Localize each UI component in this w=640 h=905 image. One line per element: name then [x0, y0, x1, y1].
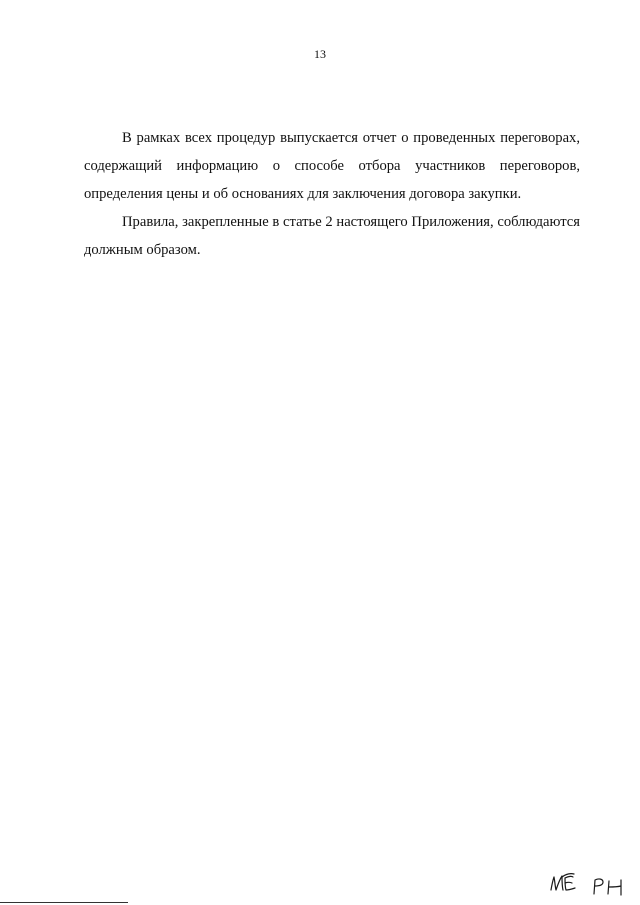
- footnote-rule: [0, 902, 128, 903]
- paragraph-rules: Правила, закрепленные в статье 2 настоящего Приложения, соблюдаются должным образом.: [84, 214, 580, 258]
- paragraph-report: В рамках всех процедур выпускается отчет о проведенных переговорах, содержащий информацию о способе отбора участников переговоров, определения цены и об основаниях для заключения договора закупки.: [84, 130, 580, 202]
- page-number: 13: [314, 47, 326, 61]
- handwritten-initials: [548, 868, 630, 902]
- body-text: [84, 124, 580, 264]
